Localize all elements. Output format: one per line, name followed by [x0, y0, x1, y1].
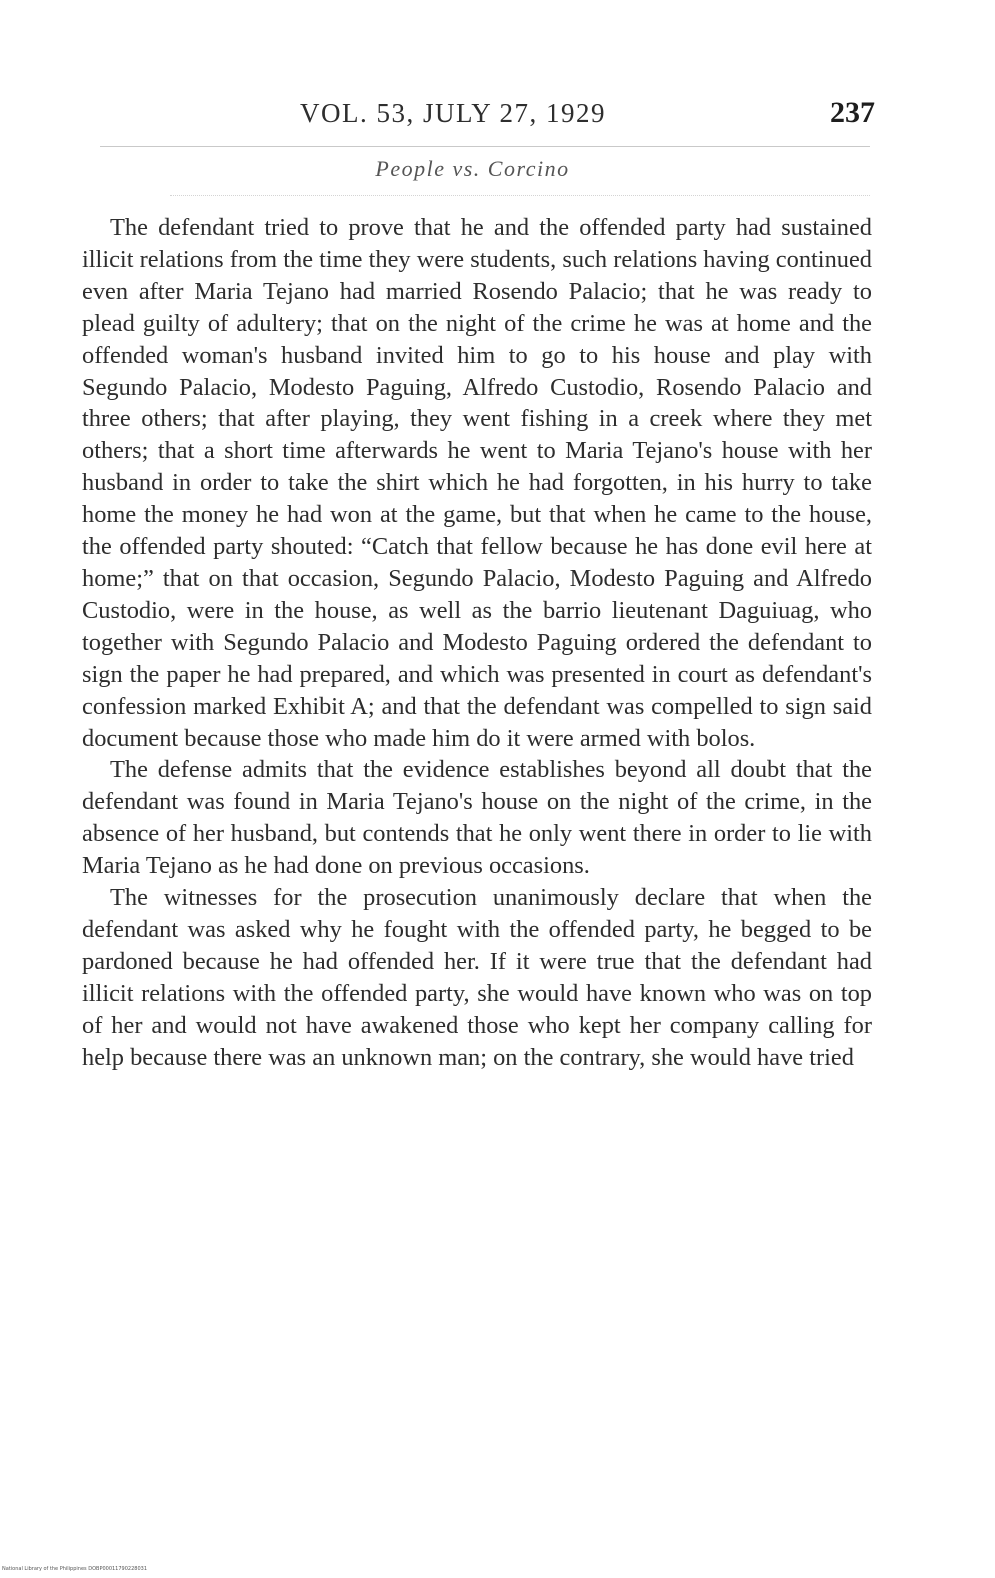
source-footer: National Library of the Philippines DOBP00011790228031: [2, 1566, 147, 1572]
page-number: 237: [830, 96, 875, 129]
volume-date-line: VOL. 53, JULY 27, 1929: [300, 98, 607, 128]
title-rule: [170, 195, 870, 196]
case-title: People vs. Corcino: [375, 156, 570, 181]
paragraph: The defendant tried to prove that he and the offended party had sustained illicit relations from the time they were students, such relations having continued even after Maria Tejano had married Rosendo Palacio; that he was ready to plead guilty of adultery; that on the night of the crime he was at home and the offended woman's husband invited him to go to his house and play with Segundo Palacio, Modesto Paguing, Alfredo Custodio, Rosendo Palacio and three others; that after playing, they went fishing in a creek where they met others; that a short time afterwards he went to Maria Tejano's house with her husband in order to take the shirt which he had forgotten, in his hurry to take home the money he had won at the game, but that when he came to the house, the offended party shouted: “Catch that fellow because he has done evil here at home;” that on that occasion, Segundo Palacio, Modesto Paguing and Alfredo Custodio, were in the house, as well as the barrio lieutenant Daguiuag, who together with Segundo Palacio and Modesto Paguing ordered the defendant to sign the paper he had prepared, and which was presented in court as defendant's confession marked Exhibit A; and that the defendant was compelled to sign said document because those who made him do it were armed with bolos.: [82, 214, 872, 752]
header-rule: [100, 146, 870, 147]
paragraph: The witnesses for the prosecution unanimously declare that when the defendant was asked why he fought with the offended party, he begged to be pardoned because he had offended her. If it were true that the defendant had illicit relations with the offended party, she would have known who was on top of her and would not have awakened those who kept her company calling for help because there was an unknown man; on the contrary, she would have tried: [82, 884, 872, 1071]
running-head: [100, 96, 875, 136]
paragraph: The defense admits that the evidence establishes beyond all doubt that the defendant was found in Maria Tejano's house on the night of the crime, in the absence of her husband, but contends that he only went there in order to lie with Maria Tejano as he had done on previous occasions.: [82, 756, 872, 880]
body-text: [82, 212, 872, 1073]
